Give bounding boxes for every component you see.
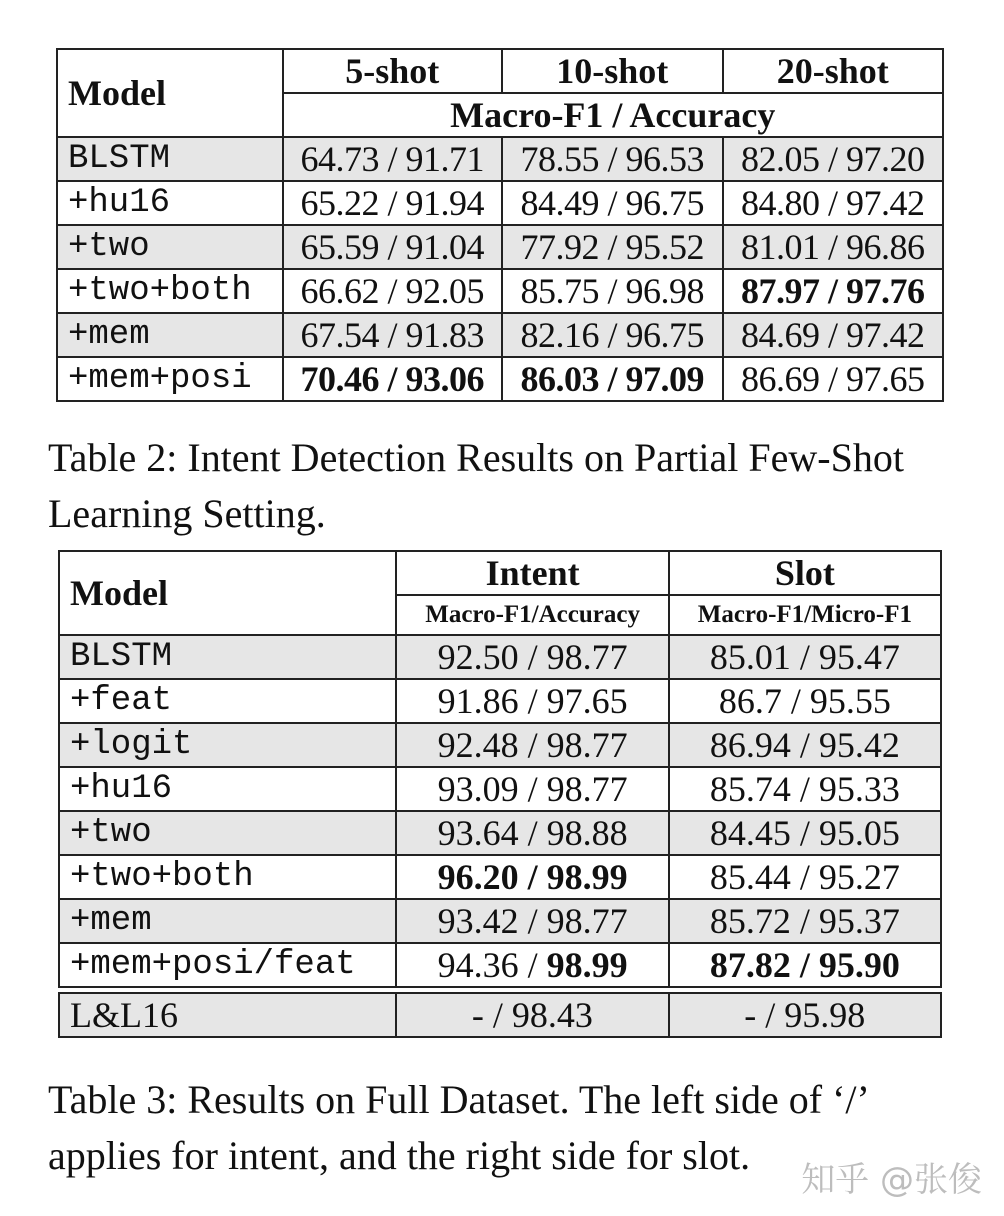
cell-slot: 86.7 / 95.55 bbox=[669, 679, 941, 723]
cell-10shot: 78.55 / 96.53 bbox=[502, 137, 722, 181]
table-row bbox=[57, 225, 943, 269]
cell-slot: 84.45 / 95.05 bbox=[669, 811, 941, 855]
model-header: Model bbox=[59, 551, 396, 635]
cell-intent: 96.20 / 98.99 bbox=[396, 855, 668, 899]
cell-20shot: 81.01 / 96.86 bbox=[723, 225, 944, 269]
cell-10shot: 84.49 / 96.75 bbox=[502, 181, 722, 225]
slot-subheader: Macro-F1/Micro-F1 bbox=[669, 595, 941, 635]
cell-intent: 93.42 / 98.77 bbox=[396, 899, 668, 943]
cell-5shot: 65.59 / 91.04 bbox=[283, 225, 502, 269]
table-row bbox=[59, 943, 941, 987]
table-2-caption: Table 2: Intent Detection Results on Partial Few-Shot Learning Setting. bbox=[48, 435, 904, 536]
cell-5shot: 70.46 / 93.06 bbox=[283, 357, 502, 401]
table-row bbox=[57, 313, 943, 357]
row-model: +logit bbox=[59, 723, 396, 767]
cell-10shot: 77.92 / 95.52 bbox=[502, 225, 722, 269]
row-model: +two bbox=[59, 811, 396, 855]
cell-20shot: 87.97 / 97.76 bbox=[723, 269, 944, 313]
intent-subheader: Macro-F1/Accuracy bbox=[396, 595, 668, 635]
shot-header-20: 20-shot bbox=[723, 49, 944, 93]
row-model: BLSTM bbox=[59, 635, 396, 679]
row-model: +feat bbox=[59, 679, 396, 723]
table-row bbox=[59, 635, 941, 679]
baseline-table bbox=[58, 992, 942, 1038]
watermark: 知乎 @张俊 bbox=[801, 1160, 982, 1200]
cell-10shot: 85.75 / 96.98 bbox=[502, 269, 722, 313]
cell-5shot: 67.54 / 91.83 bbox=[283, 313, 502, 357]
cell-20shot: 84.69 / 97.42 bbox=[723, 313, 944, 357]
shot-header-5: 5-shot bbox=[283, 49, 502, 93]
cell-slot: 85.72 / 95.37 bbox=[669, 899, 941, 943]
model-header: Model bbox=[57, 49, 283, 137]
cell-intent-accuracy: 98.99 bbox=[546, 945, 628, 985]
row-model: +mem+posi bbox=[57, 357, 283, 401]
row-model: +mem bbox=[59, 899, 396, 943]
table-row bbox=[59, 679, 941, 723]
table-row bbox=[57, 269, 943, 313]
cell-20shot: 82.05 / 97.20 bbox=[723, 137, 944, 181]
cell-intent: 93.64 / 98.88 bbox=[396, 811, 668, 855]
table-row bbox=[59, 723, 941, 767]
cell-10shot: 86.03 / 97.09 bbox=[502, 357, 722, 401]
cell-slot: 85.44 / 95.27 bbox=[669, 855, 941, 899]
cell-5shot: 64.73 / 91.71 bbox=[283, 137, 502, 181]
cell-intent: 93.09 / 98.77 bbox=[396, 767, 668, 811]
table-2 bbox=[56, 48, 944, 402]
cell-5shot: 65.22 / 91.94 bbox=[283, 181, 502, 225]
baseline-row bbox=[59, 993, 941, 1037]
cell-intent bbox=[396, 943, 668, 987]
row-model: +hu16 bbox=[57, 181, 283, 225]
table-row bbox=[59, 899, 941, 943]
cell-intent-macro: 94.36 / bbox=[437, 945, 547, 985]
row-model: BLSTM bbox=[57, 137, 283, 181]
table-row bbox=[57, 181, 943, 225]
table-row bbox=[59, 767, 941, 811]
cell-20shot: 84.80 / 97.42 bbox=[723, 181, 944, 225]
table-row bbox=[59, 811, 941, 855]
cell-slot: 85.74 / 95.33 bbox=[669, 767, 941, 811]
table-row bbox=[57, 137, 943, 181]
intent-header: Intent bbox=[396, 551, 668, 595]
cell-slot: 85.01 / 95.47 bbox=[669, 635, 941, 679]
table-3-caption: Table 3: Results on Full Dataset. The left side of ‘/’ applies for intent, and the right side for slot. bbox=[48, 1077, 867, 1178]
baseline-intent: - / 98.43 bbox=[396, 993, 668, 1037]
cell-slot: 86.94 / 95.42 bbox=[669, 723, 941, 767]
cell-5shot: 66.62 / 92.05 bbox=[283, 269, 502, 313]
baseline-slot: - / 95.98 bbox=[669, 993, 941, 1037]
table-row bbox=[59, 855, 941, 899]
row-model: +two+both bbox=[59, 855, 396, 899]
row-model: +hu16 bbox=[59, 767, 396, 811]
row-model: +mem+posi/feat bbox=[59, 943, 396, 987]
cell-intent: 92.48 / 98.77 bbox=[396, 723, 668, 767]
baseline-model: L&L16 bbox=[59, 993, 396, 1037]
row-model: +two bbox=[57, 225, 283, 269]
row-model: +mem bbox=[57, 313, 283, 357]
cell-10shot: 82.16 / 96.75 bbox=[502, 313, 722, 357]
row-model: +two+both bbox=[57, 269, 283, 313]
shot-header-10: 10-shot bbox=[502, 49, 722, 93]
cell-20shot: 86.69 / 97.65 bbox=[723, 357, 944, 401]
cell-slot: 87.82 / 95.90 bbox=[669, 943, 941, 987]
table-row bbox=[57, 357, 943, 401]
slot-header: Slot bbox=[669, 551, 941, 595]
table-3 bbox=[58, 550, 942, 988]
metric-header: Macro-F1 / Accuracy bbox=[283, 93, 943, 137]
cell-intent: 92.50 / 98.77 bbox=[396, 635, 668, 679]
cell-intent: 91.86 / 97.65 bbox=[396, 679, 668, 723]
